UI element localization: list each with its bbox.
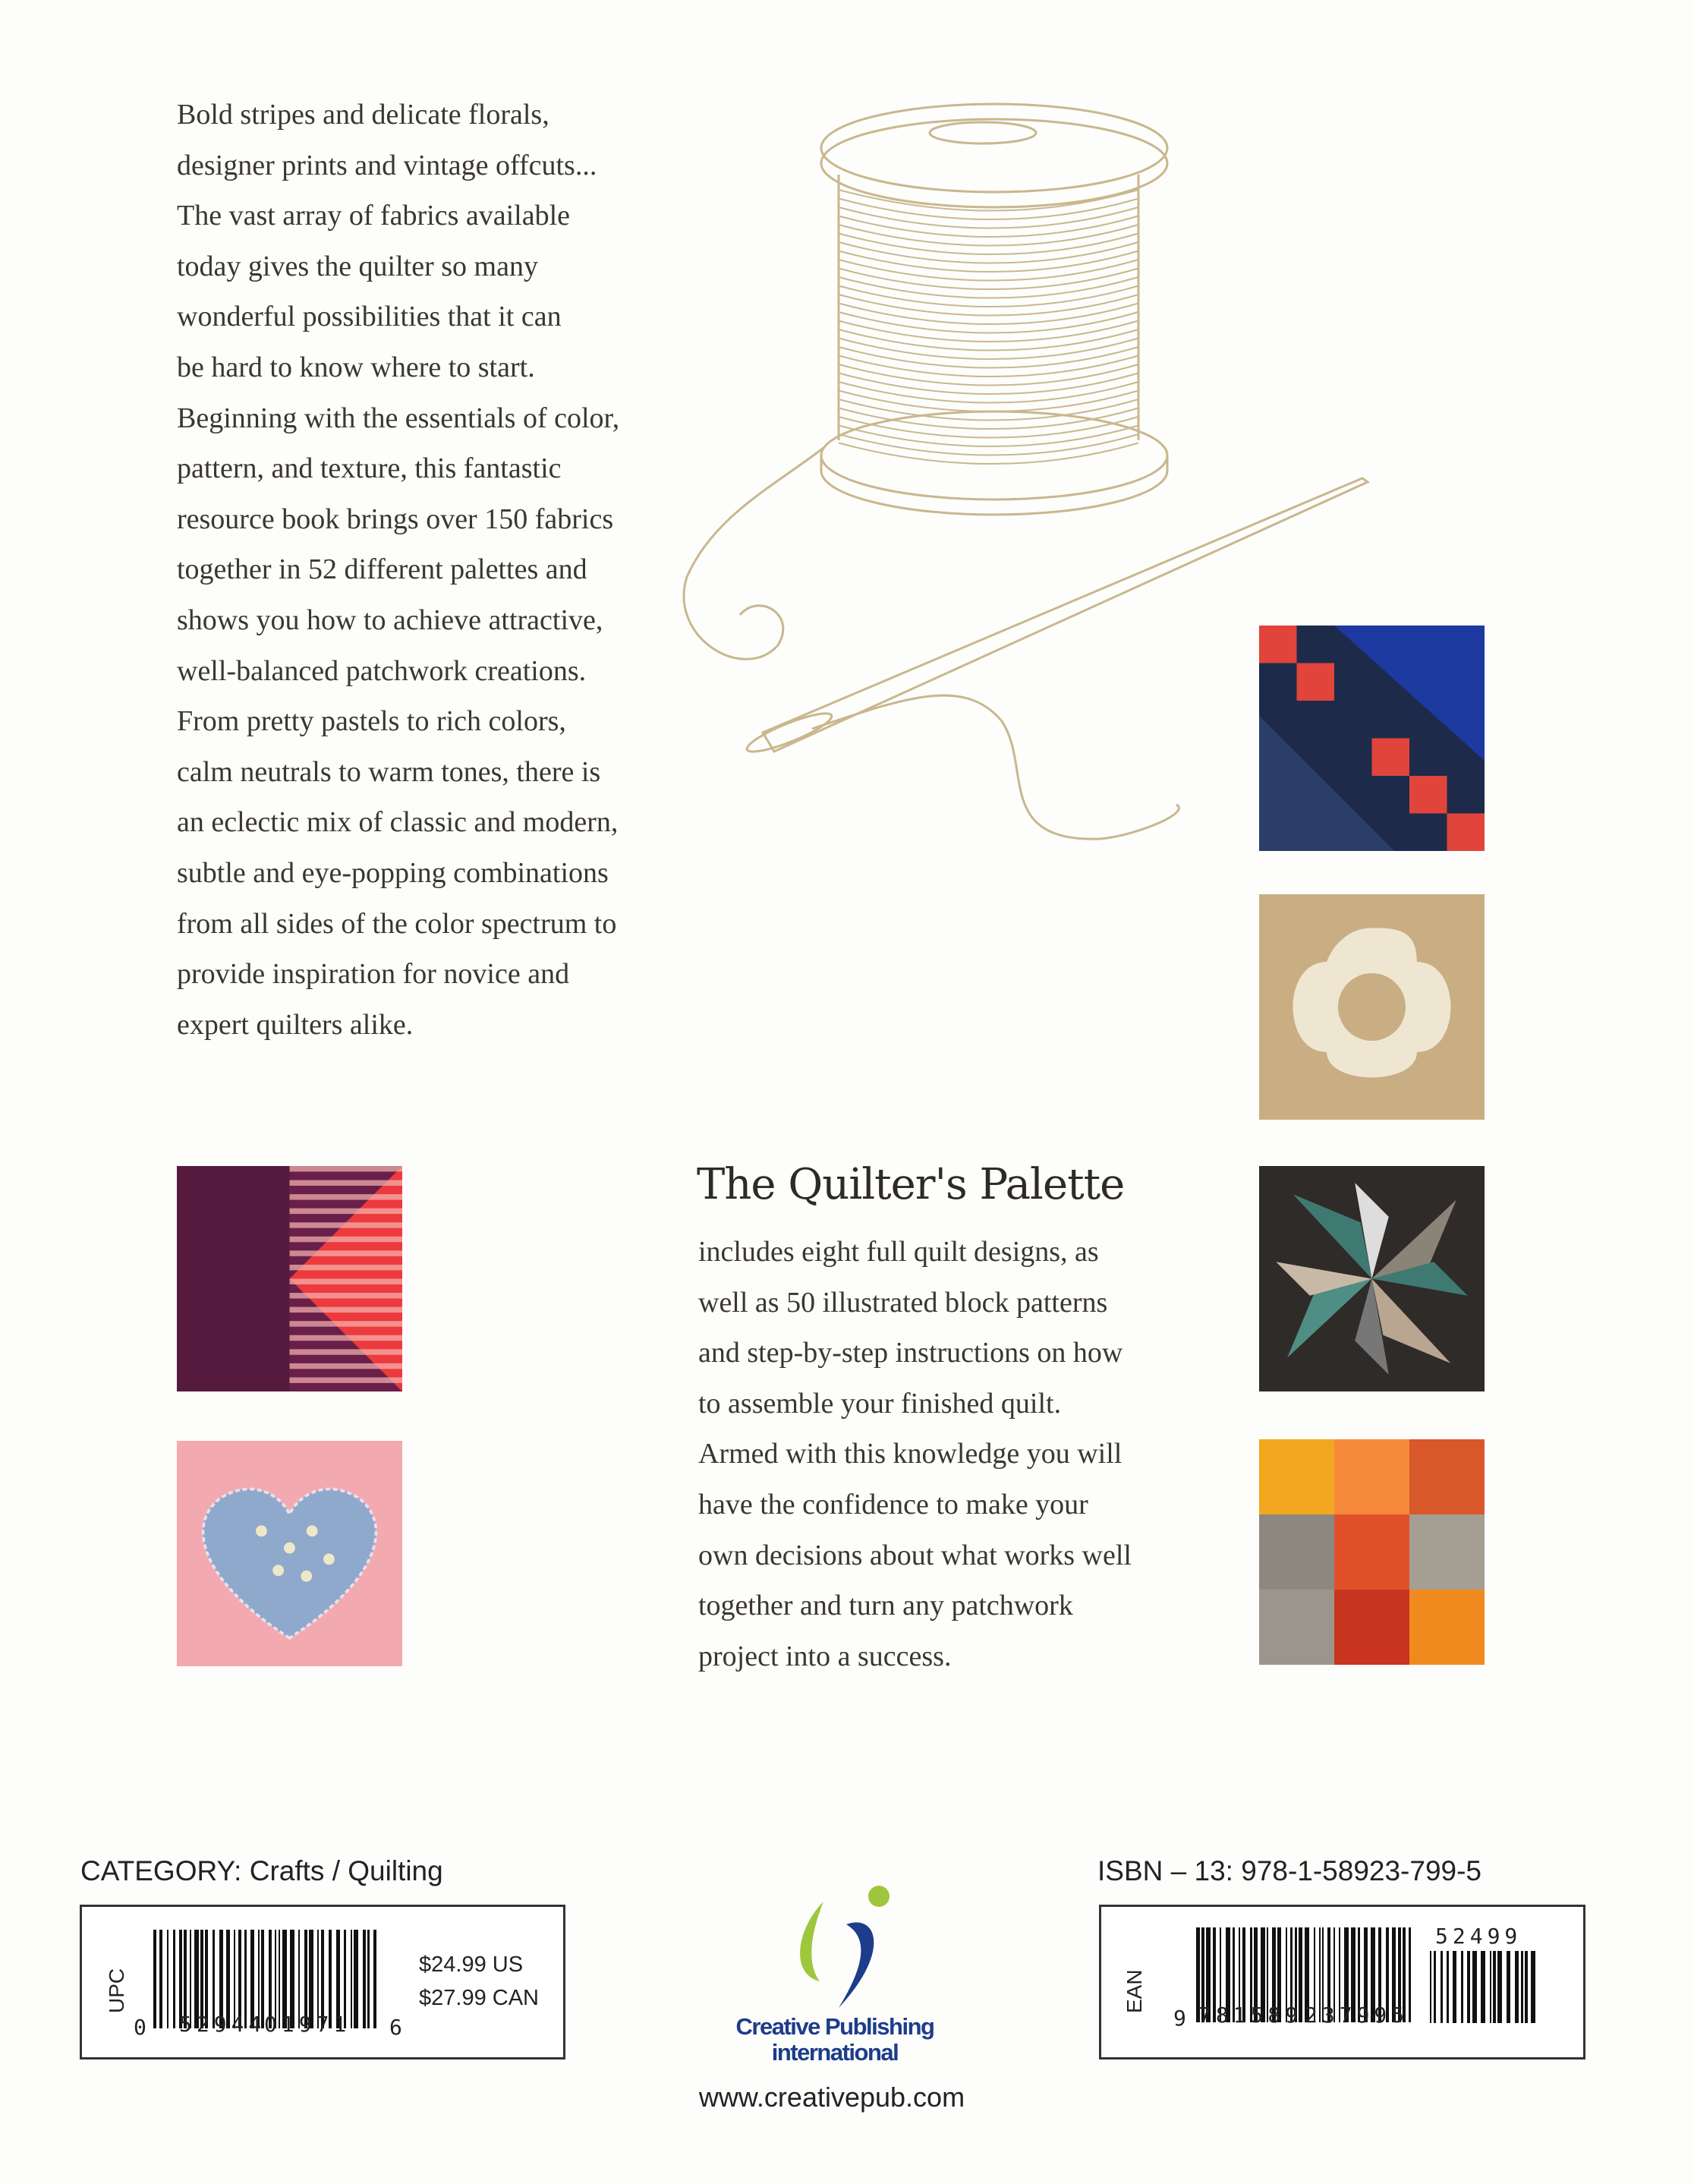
- barcode-bar: [167, 1930, 168, 2028]
- text-line: includes eight full quilt designs, as: [698, 1236, 1099, 1268]
- publisher-logo: [725, 1867, 945, 2072]
- text-line: shows you how to achieve attractive,: [177, 604, 603, 636]
- barcode-bar: [1441, 1951, 1443, 2023]
- barcode-bar: [351, 1930, 352, 2028]
- text-line: own decisions about what works well: [698, 1539, 1132, 1571]
- stripe: [290, 1293, 403, 1298]
- text-line: Bold stripes and delicate florals,: [177, 99, 549, 131]
- ean-barcode-box: [1099, 1905, 1585, 2060]
- text-line: well-balanced patchwork creations.: [177, 654, 587, 687]
- ean-first-digit: 9: [1173, 2006, 1191, 2031]
- stripe: [290, 1363, 403, 1369]
- barcode-bar: [1453, 1951, 1456, 2023]
- upc-left-digits: 52944: [179, 2012, 266, 2037]
- stripe: [290, 1166, 403, 1171]
- quilt-block-beige-flower: [1259, 894, 1485, 1120]
- stripe: [290, 1307, 403, 1313]
- quilt-block-blue-red: [1259, 626, 1485, 851]
- price-can: $27.99 CAN: [419, 1986, 539, 2010]
- publisher-name-line1: Creative Publishing: [735, 2013, 934, 2040]
- thread-line: [839, 199, 1138, 220]
- text-line: well as 50 illustrated block patterns: [698, 1286, 1108, 1319]
- text-line: have the confidence to make your: [698, 1488, 1088, 1521]
- quilt-block-purple-red-stripes: [177, 1166, 402, 1391]
- barcode-bar: [1481, 1951, 1485, 2023]
- barcode-bar: [363, 1930, 366, 2028]
- quilt-block-star-polka: [1259, 1166, 1485, 1391]
- text-line: wonderful possibilities that it can: [177, 301, 562, 333]
- stripe: [290, 1377, 403, 1382]
- text-line: The vast array of fabrics available: [177, 200, 571, 232]
- text-line: From pretty pastels to rich colors,: [177, 705, 566, 738]
- text-line: designer prints and vintage offcuts...: [177, 149, 597, 181]
- text-line: to assemble your finished quilt.: [698, 1387, 1062, 1420]
- upc-first-digit: 0: [134, 2015, 151, 2040]
- publisher-logo-mark: [725, 1867, 945, 2012]
- publisher-name: [725, 2014, 945, 2066]
- publisher-url[interactable]: www.creativepub.com: [698, 2082, 965, 2113]
- quilt-block-warm-ninepatch: [1259, 1439, 1485, 1665]
- barcode-bar: [1497, 1951, 1502, 2023]
- barcode-bar: [1409, 1927, 1411, 2022]
- text-line: Armed with this knowledge you will: [698, 1438, 1123, 1470]
- barcode-bar: [354, 1930, 358, 2028]
- barcode-bar: [1525, 1951, 1528, 2023]
- text-line: together in 52 different palettes and: [177, 553, 587, 586]
- barcode-bar: [1531, 1951, 1535, 2023]
- text-line: together and turn any patchwork: [698, 1590, 1073, 1622]
- stripe: [290, 1194, 403, 1199]
- barcode-bar: [1493, 1951, 1496, 2023]
- barcode-bar: [173, 1930, 175, 2028]
- barcode-bar: [373, 1930, 376, 2028]
- text-line: provide inspiration for novice and: [177, 958, 570, 991]
- stripe: [290, 1180, 403, 1186]
- barcode-bar: [1507, 1951, 1510, 2023]
- quilt-block-heart-buttons: [177, 1441, 402, 1666]
- barcode-bar: [1447, 1951, 1449, 2023]
- ean-left-digits: 781589: [1198, 2003, 1303, 2028]
- stripe: [290, 1209, 403, 1214]
- text-line: and step-by-step instructions on how: [698, 1337, 1123, 1369]
- text-line: Beginning with the essentials of color,: [177, 402, 620, 434]
- text-line: from all sides of the color spectrum to: [177, 907, 617, 940]
- ean-addon-barcode: [1430, 1951, 1540, 2023]
- intro-text: [177, 90, 663, 1050]
- book-title-heading: The Quilter's Palette: [697, 1160, 1125, 1209]
- text-line: resource book brings over 150 fabrics: [177, 503, 614, 535]
- publisher-name-line2: international: [771, 2039, 899, 2066]
- stripe: [290, 1335, 403, 1341]
- barcode-bar: [159, 1930, 162, 2028]
- text-line: expert quilters alike.: [177, 1008, 414, 1041]
- stripe: [290, 1321, 403, 1326]
- stripe: [290, 1279, 403, 1284]
- stripe: [290, 1237, 403, 1242]
- text-line: an eclectic mix of classic and modern,: [177, 806, 619, 839]
- isbn-label: ISBN – 13: 978-1-58923-799-5: [1097, 1855, 1482, 1886]
- price-us: $24.99 US: [419, 1952, 524, 1977]
- barcode-bar: [1515, 1951, 1519, 2023]
- upc-label: UPC: [105, 1968, 128, 2013]
- barcode-bar: [1461, 1951, 1463, 2023]
- ean-right-digits: 237995: [1305, 2003, 1409, 2028]
- stripe: [290, 1222, 403, 1228]
- stripe: [290, 1265, 403, 1270]
- barcode-bar: [153, 1930, 156, 2028]
- barcode-bar: [1472, 1951, 1477, 2023]
- upc-barcode-box: [80, 1905, 565, 2060]
- text-line: be hard to know where to start.: [177, 351, 535, 383]
- ean-label: EAN: [1123, 1969, 1146, 2013]
- text-line: project into a success.: [698, 1640, 952, 1672]
- barcode-bar: [1467, 1951, 1470, 2023]
- barcode-bar: [1430, 1951, 1431, 2023]
- ean-addon-digits: 52499: [1435, 1924, 1522, 1949]
- barcode-bar: [1521, 1951, 1523, 2023]
- upc-right-digits: 01971: [264, 2012, 351, 2037]
- feature-text: [698, 1227, 1132, 1681]
- barcode-bar: [1490, 1951, 1491, 2023]
- barcode-bar: [1434, 1951, 1436, 2023]
- text-line: today gives the quilter so many: [177, 250, 538, 282]
- stripe: [290, 1250, 403, 1256]
- text-line: pattern, and texture, this fantastic: [177, 452, 562, 485]
- text-line: subtle and eye-popping combinations: [177, 856, 609, 889]
- barcode-bar: [367, 1930, 370, 2028]
- category-label: CATEGORY: Crafts / Quilting: [80, 1855, 443, 1886]
- text-line: calm neutrals to warm tones, there is: [177, 755, 601, 788]
- stripe: [290, 1349, 403, 1354]
- upc-check-digit: 6: [389, 2015, 407, 2040]
